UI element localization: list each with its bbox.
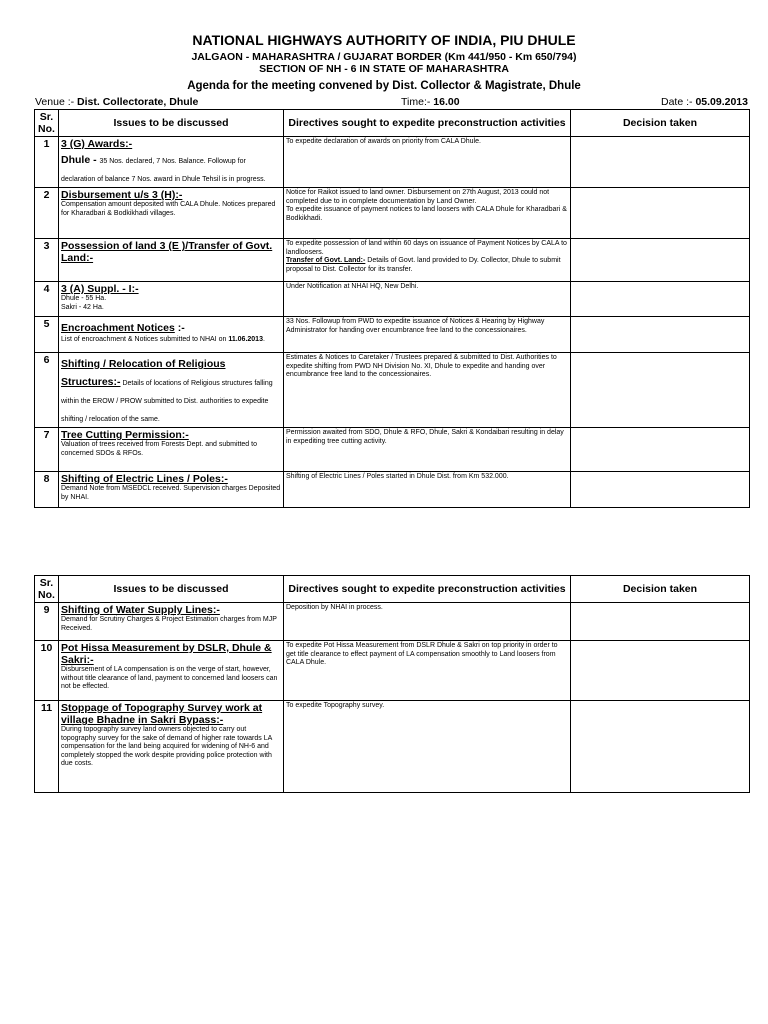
issue-detail: Demand for Scrutiny Charges & Project Estimation charges from MJP Received. bbox=[61, 616, 277, 632]
subtitle-line-2: SECTION OF NH - 6 IN STATE OF MAHARASHTRA bbox=[259, 63, 509, 75]
sr-no: 10 bbox=[35, 641, 59, 701]
table-row bbox=[35, 701, 750, 793]
issue-detail: Disbursement of LA compensation is on the verge of start, however, without title clearance of land, payment to concerned land loosers can not be effected. bbox=[61, 666, 278, 690]
directive-text: To expedite possession of land within 60 days on issuance of Payment Notices by CALA to landloosers. bbox=[286, 240, 567, 256]
decision-cell bbox=[571, 239, 750, 282]
directive-cell: To expedite Pot Hissa Measurement from DSLR Dhule & Sakri on top priority in order to get title clearance to effect payment of LA compensation smoothly to Land loosers from CALA Dhule. bbox=[284, 641, 571, 701]
decision-cell bbox=[571, 472, 750, 508]
header-issues: Issues to be discussed bbox=[59, 110, 284, 137]
issue-cell bbox=[59, 239, 284, 282]
issue-cell bbox=[59, 188, 284, 239]
header-sr-no: Sr. No. bbox=[35, 576, 59, 603]
issue-subhead: Dhule - bbox=[61, 154, 100, 166]
table-row bbox=[35, 137, 750, 188]
sr-no: 2 bbox=[35, 188, 59, 239]
time bbox=[401, 96, 460, 108]
directive-cell: Deposition by NHAI in process. bbox=[284, 603, 571, 641]
decision-cell bbox=[571, 137, 750, 188]
decision-cell bbox=[571, 317, 750, 353]
date-label: Date :- bbox=[661, 96, 693, 108]
issue-detail bbox=[61, 336, 281, 345]
directive-bold: Transfer of Govt. Land:- bbox=[286, 257, 366, 264]
issue-detail-end: . bbox=[262, 336, 265, 343]
issue-cell bbox=[59, 282, 284, 317]
sr-no: 5 bbox=[35, 317, 59, 353]
table-row bbox=[35, 641, 750, 701]
venue bbox=[35, 96, 198, 108]
issue-cell bbox=[59, 317, 284, 353]
table-row bbox=[35, 282, 750, 317]
header-decision: Decision taken bbox=[571, 110, 750, 137]
directive-cell: 33 Nos. Followup from PWD to expedite issuance of Notices & Hearing by Highway Administrator for handing over encumbrance free land to the concessionaires. bbox=[284, 317, 571, 353]
subtitle-line-1: JALGAON - MAHARASHTRA / GUJARAT BORDER (Km 441/950 - Km 650/794) bbox=[191, 51, 577, 63]
table-row bbox=[35, 428, 750, 472]
issue-detail: Demand Note from MSEDCL received. Supervision charges Deposited by NHAI. bbox=[61, 485, 281, 501]
decision-cell bbox=[571, 428, 750, 472]
table-row bbox=[35, 188, 750, 239]
sr-no: 3 bbox=[35, 239, 59, 282]
sr-no: 9 bbox=[35, 603, 59, 641]
issue-title: Shifting of Water Supply Lines:- bbox=[61, 604, 220, 616]
directive-text-2: To expedite issuance of payment notices to land loosers with CALA Dhule for Kharadbari & Bodkikhadi. bbox=[286, 206, 567, 222]
table-row bbox=[35, 239, 750, 282]
sr-no: 6 bbox=[35, 353, 59, 428]
sr-no: 7 bbox=[35, 428, 59, 472]
issue-cell bbox=[59, 641, 284, 701]
directive-cell: Shifting of Electric Lines / Poles started in Dhule Dist. from Km 532.000. bbox=[284, 472, 571, 508]
directive-cell: Estimates & Notices to Caretaker / Trustees prepared & submitted to Dist. Authorities to expedite shifting from PWD NH Division No. XI, Dhule to expedite and handing over encumbrance free land to the concessionaires. bbox=[284, 353, 571, 428]
header-sr-no: Sr. No. bbox=[35, 110, 59, 137]
header-directives: Directives sought to expedite preconstruction activities bbox=[284, 110, 571, 137]
date bbox=[661, 96, 748, 108]
directive-cell bbox=[284, 188, 571, 239]
header-directives: Directives sought to expedite preconstruction activities bbox=[284, 576, 571, 603]
directive-rest: Details of Govt. land provided to Dy. Collector, Dhule to submit proposal to Dist. Collector for its transfer. bbox=[286, 257, 561, 273]
issue-title: Pot Hissa Measurement by DSLR, Dhule & Sakri:- bbox=[61, 642, 272, 666]
directive-cell: Under Notification at NHAI HQ, New Delhi. bbox=[284, 282, 571, 317]
agenda-table-1 bbox=[34, 109, 750, 508]
decision-cell bbox=[571, 701, 750, 793]
table-header-row bbox=[35, 576, 750, 603]
sr-no: 11 bbox=[35, 701, 59, 793]
decision-cell bbox=[571, 282, 750, 317]
table-row bbox=[35, 603, 750, 641]
issue-title: 3 (G) Awards:- bbox=[61, 138, 133, 150]
issue-title: Possession of land 3 (E )/Transfer of Govt. Land:- bbox=[61, 240, 273, 264]
issue-title: Shifting / Relocation of Religious Structures:- bbox=[61, 358, 226, 388]
issue-cell bbox=[59, 428, 284, 472]
issue-block bbox=[61, 354, 281, 426]
venue-value: Dist. Collectorate, Dhule bbox=[77, 96, 199, 108]
venue-label: Venue :- bbox=[35, 96, 75, 108]
agenda-title: Agenda for the meeting convened by Dist. Collector & Magistrate, Dhule bbox=[187, 80, 581, 92]
issue-title: Tree Cutting Permission:- bbox=[61, 429, 189, 441]
decision-cell bbox=[571, 353, 750, 428]
issue-cell bbox=[59, 137, 284, 188]
agenda-table-2 bbox=[34, 575, 750, 793]
issue-detail: Valuation of trees received from Forests Dept. and submitted to concerned SDOs & RFOs. bbox=[61, 441, 257, 457]
directive-cell: To expedite Topography survey. bbox=[284, 701, 571, 793]
issue-detail: Dhule - 55 Ha. bbox=[61, 295, 107, 302]
table-row bbox=[35, 472, 750, 508]
directive-text-2 bbox=[286, 257, 568, 274]
issue-detail-date: 11.06.2013 bbox=[228, 336, 263, 343]
issue-title: Disbursement u/s 3 (H):- bbox=[61, 189, 183, 201]
date-value: 05.09.2013 bbox=[695, 96, 748, 108]
issue-detail bbox=[61, 150, 281, 186]
directive-cell: Permission awaited from SDO, Dhule & RFO, Dhule, Sakri & Kondaibari resulting in delay in expediting tree cutting activity. bbox=[284, 428, 571, 472]
issue-title-line bbox=[61, 318, 281, 336]
time-value: 16.00 bbox=[433, 96, 460, 108]
section-subtitle bbox=[0, 51, 768, 75]
issue-detail-text: 35 Nos. declared, 7 Nos. Balance. Followup for declaration of balance 7 Nos. award in Dhule Tehsil is in progress. bbox=[61, 158, 266, 183]
sr-no: 1 bbox=[35, 137, 59, 188]
issue-detail-2: Sakri - 42 Ha. bbox=[61, 303, 104, 311]
issue-title: 3 (A) Suppl. - I:- bbox=[61, 283, 139, 295]
sr-no: 8 bbox=[35, 472, 59, 508]
issue-cell bbox=[59, 353, 284, 428]
table-row bbox=[35, 353, 750, 428]
table-row bbox=[35, 317, 750, 353]
issue-title: Encroachment Notices bbox=[61, 322, 175, 334]
header-issues: Issues to be discussed bbox=[59, 576, 284, 603]
issue-title: Stoppage of Topography Survey work at village Bhadne in Sakri Bypass:- bbox=[61, 702, 263, 726]
document-title: NATIONAL HIGHWAYS AUTHORITY OF INDIA, PIU DHULE bbox=[192, 32, 576, 48]
issue-detail: Compensation amount deposited with CALA Dhule. Notices prepared for Kharadbari & Bodkikhadi villages. bbox=[61, 201, 276, 217]
issue-cell bbox=[59, 701, 284, 793]
issue-title-suffix: :- bbox=[174, 322, 185, 334]
table-header-row bbox=[35, 110, 750, 137]
time-label: Time:- bbox=[401, 96, 431, 108]
issue-title: Shifting of Electric Lines / Poles:- bbox=[61, 473, 228, 485]
directive-text: Notice for Raikot issued to land owner. Disbursement on 27th August, 2013 could not completed due to in complete documentation by Land Owner. bbox=[286, 189, 550, 205]
issue-cell bbox=[59, 472, 284, 508]
decision-cell bbox=[571, 603, 750, 641]
issue-cell bbox=[59, 603, 284, 641]
sr-no: 4 bbox=[35, 282, 59, 317]
directive-cell: To expedite declaration of awards on priority from CALA Dhule. bbox=[284, 137, 571, 188]
issue-detail: Details of locations of Religious structures falling within the EROW / PROW submitted to Dist. authorities to expedite shifting / relocation of the same. bbox=[61, 380, 273, 423]
decision-cell bbox=[571, 188, 750, 239]
issue-detail-text: List of encroachment & Notices submitted to NHAI on bbox=[61, 336, 229, 343]
decision-cell bbox=[571, 641, 750, 701]
directive-cell bbox=[284, 239, 571, 282]
issue-detail: During topography survey land owners objected to carry out topography survey for the sake of demand of higher rate towards LA compensation for the land being acquired for widening of NH-6 and completely stopped the work despite providing police protection with due costs. bbox=[61, 726, 272, 767]
header-decision: Decision taken bbox=[571, 576, 750, 603]
